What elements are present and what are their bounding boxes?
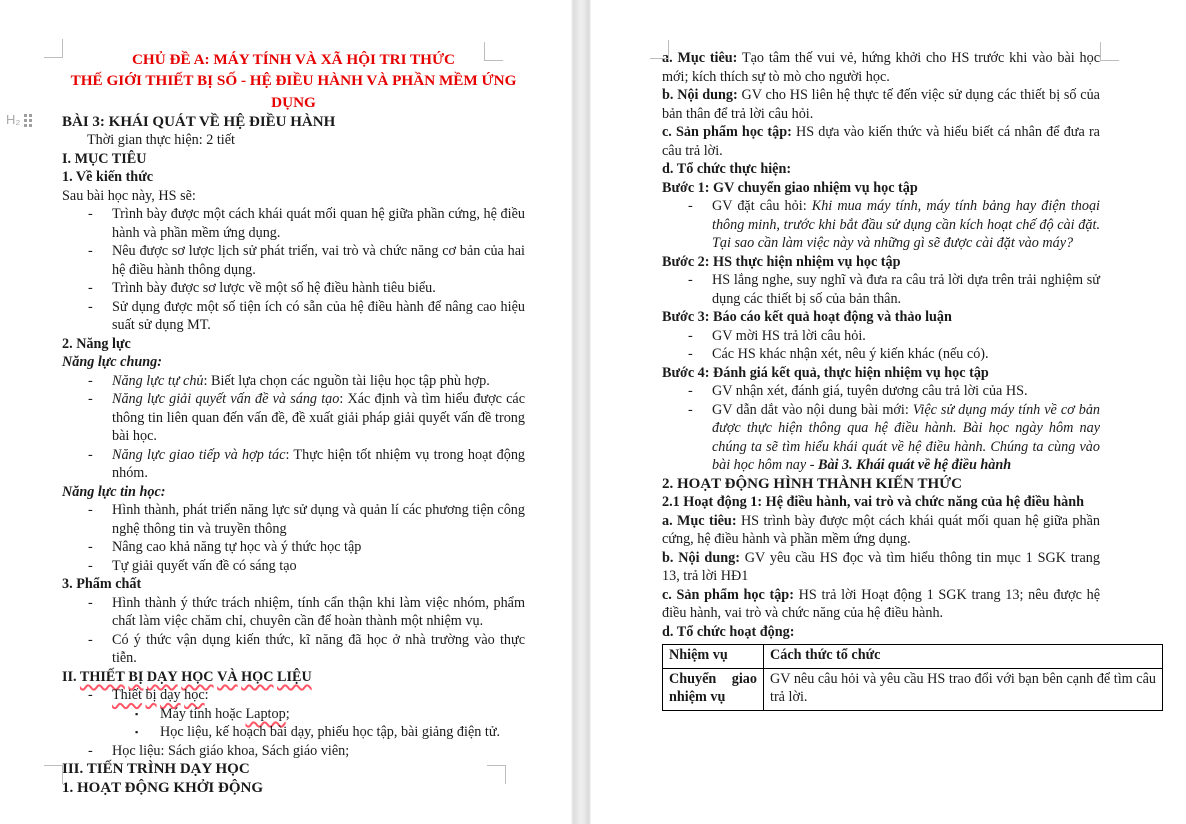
text-run: THẾ GIỚI THIẾT BỊ SỐ - HỆ ĐIỀU HÀNH VÀ PHẦN MỀM ỨNG DỤNG: [70, 72, 517, 111]
paragraph: [662, 123, 1100, 160]
text-boundary-mark-bottom-left-p1: [44, 765, 63, 784]
bullet-item: [662, 197, 1100, 253]
text-run: HS trả lời Hoạt động 1 SGK trang 13; nêu được hệ điều hành, vai trò và chức năng của hệ điều hành.: [662, 586, 1100, 621]
bullet-marker: -: [88, 631, 93, 648]
text-run: Học liệu: Sách giáo khoa, Sách giáo viên;: [112, 742, 350, 759]
text-run: HỌC: [241, 668, 274, 685]
bullet-marker: -: [88, 742, 93, 759]
table-row: [663, 668, 1163, 710]
text-run: GV đặt câu hỏi:: [712, 198, 812, 214]
paragraph: [62, 131, 525, 150]
text-run: Các HS khác nhận xét, nêu ý kiến khác (nếu có).: [712, 346, 989, 362]
text-run: 2. HOẠT ĐỘNG HÌNH THÀNH KIẾN THỨC: [662, 475, 962, 492]
paragraph: [62, 760, 525, 779]
text-run: dạy: [160, 687, 181, 704]
table-header-cell: Nhiệm vụ: [663, 645, 764, 669]
text-run: Nêu được sơ lược lịch sử phát triển, vai trò và chức năng cơ bản của hai hệ điều hành thông dụng.: [112, 243, 525, 278]
bullet-item: [62, 279, 525, 298]
text-run: Bước 3: Báo cáo kết quả hoạt động và thảo luận: [662, 309, 952, 325]
text-run: Máy tính hoặc: [160, 705, 246, 722]
page-1[interactable]: [0, 0, 571, 824]
text-run: Năng lực giao tiếp và hợp tác: [112, 446, 286, 463]
paragraph: [662, 49, 1100, 86]
text-run: Bước 4: Đánh giá kết quả, thực hiện nhiệm vụ học tập: [662, 364, 989, 381]
bullet-item: [62, 205, 525, 242]
bullet-marker: ▪: [135, 708, 139, 719]
bullet-item: [62, 446, 525, 483]
bullet-item: [662, 345, 1100, 364]
table-header-cell: Cách thức tổ chức: [764, 645, 1163, 669]
bullet-marker: ▪: [135, 727, 139, 738]
text-run: CHỦ ĐỀ A: MÁY TÍNH VÀ XÃ HỘI TRI THỨC: [131, 51, 456, 68]
bullet-item: [662, 327, 1100, 346]
paragraph: [662, 512, 1100, 549]
bullet-marker: -: [688, 327, 693, 344]
text-run: b. Nội dung:: [662, 549, 740, 566]
text-run: GV cho HS liên hệ thực tế đến việc sử dụng các thiết bị số của bản thân để trả lời câu hỏi.: [662, 87, 1100, 122]
bullet-marker: -: [88, 280, 93, 297]
text-run: Khi mua máy tính, máy tính bảng hay điện thoại thông minh, trước khi bắt đầu sử dụng cần kích hoạt chế độ cài đặt. Tại sao cần làm việc này và những gì sẽ được cài đặt vào máy?: [712, 198, 1100, 251]
bullet-item: [62, 372, 525, 391]
page-2[interactable]: [591, 0, 1186, 824]
text-run: 2.1 Hoạt động 1: Hệ điều hành, vai trò và chức năng của hệ điều hành: [662, 494, 1084, 510]
text-run: Năng lực tin học:: [62, 483, 166, 500]
bullet-marker: -: [688, 401, 693, 418]
text-run: : Xác định và tìm hiểu được các thông tin liên quan đến vấn đề, đề xuất giải pháp giải quyết vấn đề trong bài học.: [112, 391, 526, 445]
text-run: Tạo tâm thế vui vẻ, hứng khởi cho HS trước khi vào bài học mới; kích thích sự tò mò cho người học.: [662, 50, 1100, 85]
text-run: Bài 3. Khái quát về hệ điều hành: [818, 457, 1012, 473]
text-run: :: [204, 687, 209, 704]
bullet-marker: -: [88, 391, 93, 408]
text-run: Học liệu, kế hoạch bài dạy, phiếu học tập, bài giảng điện tử.: [160, 724, 501, 741]
bullet-marker: -: [688, 272, 693, 288]
page-2-content: [591, 0, 1156, 711]
text-run: DẠY: [146, 668, 178, 685]
paragraph: [662, 253, 1100, 272]
bullet-marker: -: [88, 243, 93, 260]
paragraph: [62, 49, 525, 70]
text-boundary-mark-bottom-right-p1: [487, 765, 506, 784]
paragraph: [62, 668, 525, 687]
text-boundary-mark-top-right-p2: [1100, 42, 1119, 61]
text-run: GV dẫn dắt vào nội dung bài mới:: [712, 401, 913, 418]
paragraph: [662, 549, 1100, 586]
drag-handle-icon: [24, 114, 32, 127]
paragraph: [62, 353, 525, 372]
text-run: II.: [62, 668, 80, 685]
text-run: GV nhận xét, đánh giá, tuyên dương câu trả lời của HS.: [712, 383, 1028, 399]
text-run: BỊ: [128, 668, 144, 685]
text-run: Năng lực chung:: [62, 354, 162, 371]
text-run: Trình bày được một cách khái quát mối quan hệ giữa phần cứng, hệ điều hành và phần mềm ứng dụng.: [112, 206, 525, 241]
paragraph: [62, 113, 525, 132]
bullet-marker: -: [88, 557, 93, 574]
bullet-marker: -: [688, 346, 693, 362]
text-run: ;: [285, 705, 290, 722]
bullet-item: [62, 242, 525, 279]
bullet-item: [662, 401, 1100, 475]
paragraph: [62, 779, 525, 798]
text-run: VÀ: [217, 668, 238, 685]
paragraph: [62, 483, 525, 502]
text-run: BÀI 3: KHÁI QUÁT VỀ HỆ ĐIỀU HÀNH: [62, 113, 336, 130]
text-boundary-mark-top-left-p2: [650, 40, 669, 59]
text-run: Tự giải quyết vấn đề có sáng tạo: [112, 557, 297, 574]
bullet-marker: -: [688, 383, 693, 399]
text-run: Bước 1: GV chuyển giao nhiệm vụ học tập: [662, 179, 918, 196]
text-run: a. Mục tiêu:: [662, 512, 737, 529]
text-run: HS trình bày được một cách khái quát mối quan hệ giữa phần cứng, hệ điều hành và phần mềm ứng dụng.: [662, 512, 1100, 547]
bullet-item: [62, 390, 525, 446]
text-run: HS dựa vào kiến thức và hiểu biết cá nhân để đưa ra câu trả lời.: [662, 124, 1100, 159]
text-run: 3. Phẩm chất: [62, 576, 142, 593]
page-1-content: [0, 0, 571, 797]
text-run: III. TIẾN TRÌNH DẠY HỌC: [62, 761, 250, 778]
bullet-item: [62, 538, 525, 557]
text-run: 1. Về kiến thức: [62, 169, 154, 186]
paragraph: [62, 70, 525, 113]
paragraph: [662, 475, 1100, 494]
text-run: : Biết lựa chọn các nguồn tài liệu học tập phù hợp.: [203, 372, 490, 389]
text-boundary-mark-top-left-p1: [44, 39, 63, 58]
paragraph: [662, 179, 1100, 198]
bullet-item: [662, 271, 1100, 308]
text-run: c. Sản phẩm học tập:: [662, 124, 792, 140]
text-run: Thiết: [112, 687, 142, 704]
text-run: Bước 2: HS thực hiện nhiệm vụ học tập: [662, 253, 901, 270]
bullet-item: [62, 557, 525, 576]
text-run: học: [184, 687, 205, 704]
text-run: Trình bày được sơ lược về một số hệ điều hành tiêu biểu.: [112, 280, 436, 297]
text-run: GV mời HS trả lời câu hỏi.: [712, 327, 866, 344]
paragraph: [662, 364, 1100, 383]
text-run: b. Nội dung:: [662, 87, 738, 103]
paragraph: [662, 623, 1100, 642]
table-cell-task: Chuyển giao nhiệm vụ: [663, 668, 764, 710]
bullet-marker: -: [88, 539, 93, 556]
table-cell-desc: GV nêu câu hỏi và yêu cầu HS trao đổi với bạn bên cạnh để tìm câu trả lời.: [764, 668, 1163, 710]
text-run: HS lắng nghe, suy nghĩ và đưa ra câu trả lời dựa trên trải nghiệm sử dụng các thiết bị số của bản thân.: [712, 272, 1100, 307]
text-run: GV yêu cầu HS đọc và tìm hiểu thông tin mục 1 SGK trang 13, trả lời HĐ1: [662, 549, 1100, 584]
paragraph: [62, 187, 525, 206]
bullet-marker: -: [688, 198, 693, 214]
bullet-marker: -: [88, 206, 93, 223]
bullet-item: [62, 298, 525, 335]
paragraph: [662, 160, 1100, 179]
text-run: d. Tổ chức thực hiện:: [662, 161, 792, 177]
bullet-item: [62, 742, 525, 761]
text-run: Năng lực giải quyết vấn đề và sáng tạo: [112, 391, 340, 408]
text-run: Laptop: [245, 705, 286, 722]
text-run: THIẾT: [79, 668, 125, 685]
bullet-marker: -: [88, 594, 93, 611]
bullet-item: [62, 631, 525, 668]
bullet-marker: -: [88, 298, 93, 315]
paragraph: [662, 493, 1100, 512]
text-run: : Thực hiện tốt nhiệm vụ trong hoạt động nhóm.: [112, 446, 526, 482]
paragraph: [662, 308, 1100, 327]
text-run: 2. Năng lực: [62, 335, 131, 352]
bullet-marker: -: [88, 502, 93, 519]
heading-drag-handle[interactable]: [6, 111, 32, 130]
bullet-marker: -: [88, 446, 93, 463]
bullet-item: [62, 723, 525, 742]
bullet-item: [662, 382, 1100, 401]
heading-level-label: H₂: [6, 112, 21, 127]
paragraph: [62, 335, 525, 354]
text-run: LIỆU: [277, 668, 312, 685]
text-run: Sử dụng được một số tiện ích có sẵn của hệ điều hành để nâng cao hiệu suất sử dụng MT.: [112, 298, 525, 334]
text-run: Năng lực tự chủ: [112, 372, 204, 389]
bullet-item: [62, 501, 525, 538]
text-boundary-mark-top-right-p1: [484, 42, 503, 61]
text-run: a. Mục tiêu:: [662, 50, 738, 66]
text-run: Việc sử dụng máy tính về cơ bản được thực hiện thông qua hệ điều hành. Bài học ngày hôm nay chúng ta sẽ tìm hiểu khái quát về hệ điều hành. Chúng ta cùng vào bài học hôm nay -: [712, 401, 1101, 473]
text-run: Hình thành ý thức trách nhiệm, tính cẩn thận khi làm việc nhóm, phẩm chất làm việc chăm chỉ, chuyên cần để hoàn thành một nhiệm vụ.: [112, 594, 525, 630]
paragraph: [62, 168, 525, 187]
bullet-marker: -: [88, 687, 93, 704]
bullet-item: [62, 705, 525, 724]
organization-table: [662, 644, 1163, 711]
text-run: Có ý thức vận dụng kiến thức, kĩ năng đã học ở nhà trường vào thực tiễn.: [112, 631, 525, 667]
text-run: d. Tổ chức hoạt động:: [662, 623, 795, 640]
text-run: Thời gian thực hiện: 2 tiết: [87, 132, 235, 149]
text-run: 1. HOẠT ĐỘNG KHỞI ĐỘNG: [62, 779, 263, 796]
paragraph: [62, 575, 525, 594]
text-run: bị: [145, 687, 157, 704]
bullet-item: [62, 594, 525, 631]
text-run: Sau bài học này, HS sẽ:: [62, 187, 196, 204]
paragraph: [662, 86, 1100, 123]
text-run: Hình thành, phát triển năng lực sử dụng và quản lí các phương tiện công nghệ thông tin và truyền thông: [112, 502, 525, 537]
bullet-item: [62, 686, 525, 705]
text-run: Nâng cao khả năng tự học và ý thức học tập: [112, 539, 362, 556]
text-run: HỌC: [181, 668, 214, 685]
text-run: c. Sản phẩm học tập:: [662, 586, 794, 603]
paragraph: [62, 150, 525, 169]
text-run: I. MỤC TIÊU: [62, 150, 147, 167]
bullet-marker: -: [88, 372, 93, 389]
paragraph: [662, 586, 1100, 623]
page-gap: [571, 0, 591, 824]
table-header-row: [663, 645, 1163, 669]
